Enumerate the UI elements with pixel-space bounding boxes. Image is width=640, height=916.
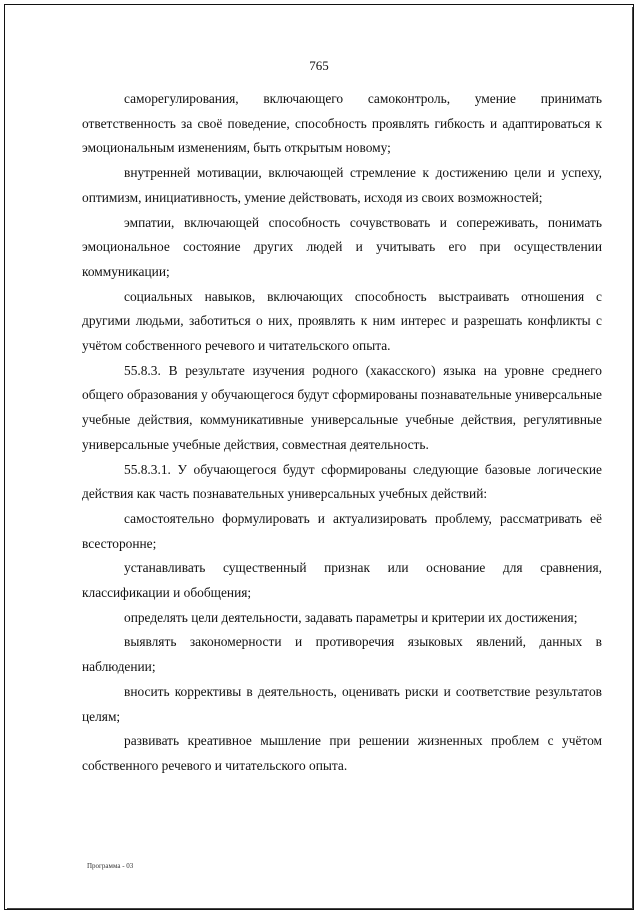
- paragraph-section-55-8-3-1: 55.8.3.1. У обучающегося будут сформированы следующие базовые логические действия как часть познавательных универсальных учебных действий:: [82, 461, 602, 502]
- list-item-develop-creative-thinking: развивать креативное мышление при решении жизненных проблем с учётом собственного речевого и читательского опыта.: [82, 733, 602, 773]
- paragraph-section-55-8-3: 55.8.3. В результате изучения родного (хакасского) языка на уровне среднего общего образования у обучающегося будут сформированы познавательные универсальные учебные действия, коммуникативные универсальные учебные действия, регулятивные универсальные учебные действия, совместная деятельность.: [82, 362, 602, 452]
- paragraph-internal-motivation: внутренней мотивации, включающей стремление к достижению цели и успеху, оптимизм, инициативность, умение действовать, исходя из своих возможностей;: [82, 165, 602, 205]
- document-body: [82, 87, 602, 779]
- list-item-formulate-problem: самостоятельно формулировать и актуализировать проблему, рассматривать её всесторонне;: [82, 510, 602, 551]
- list-item-define-goals: определять цели деятельности, задавать параметры и критерии их достижения;: [124, 609, 578, 625]
- page-number: 765: [309, 58, 329, 73]
- paragraph-self-regulation: саморегулирования, включающего самоконтроль, умение принимать ответственность за своё поведение, способность проявлять гибкость и адаптироваться к эмоциональным изменениям, быть открытым новому;: [82, 91, 602, 156]
- paragraph-social-skills: социальных навыков, включающих способность выстраивать отношения с другими людьми, заботиться о них, проявлять к ним интерес и разрешать конфликты с учётом собственного речевого и читательского опыта.: [82, 288, 602, 354]
- list-item-establish-criterion: устанавливать существенный признак или основание для сравнения, классификации и обобщения;: [82, 560, 602, 601]
- paragraph-empathy: эмпатии, включающей способность сочувствовать и сопереживать, понимать эмоциональное состояние других людей и учитывать его при осуществлении коммуникации;: [82, 214, 602, 279]
- page-footer: Программа - 03: [87, 862, 134, 870]
- list-item-identify-patterns: выявлять закономерности и противоречия языковых явлений, данных в наблюдении;: [82, 634, 602, 675]
- document-page: [4, 4, 634, 910]
- list-item-make-corrections: вносить коррективы в деятельность, оценивать риски и соответствие результатов целям;: [82, 683, 602, 724]
